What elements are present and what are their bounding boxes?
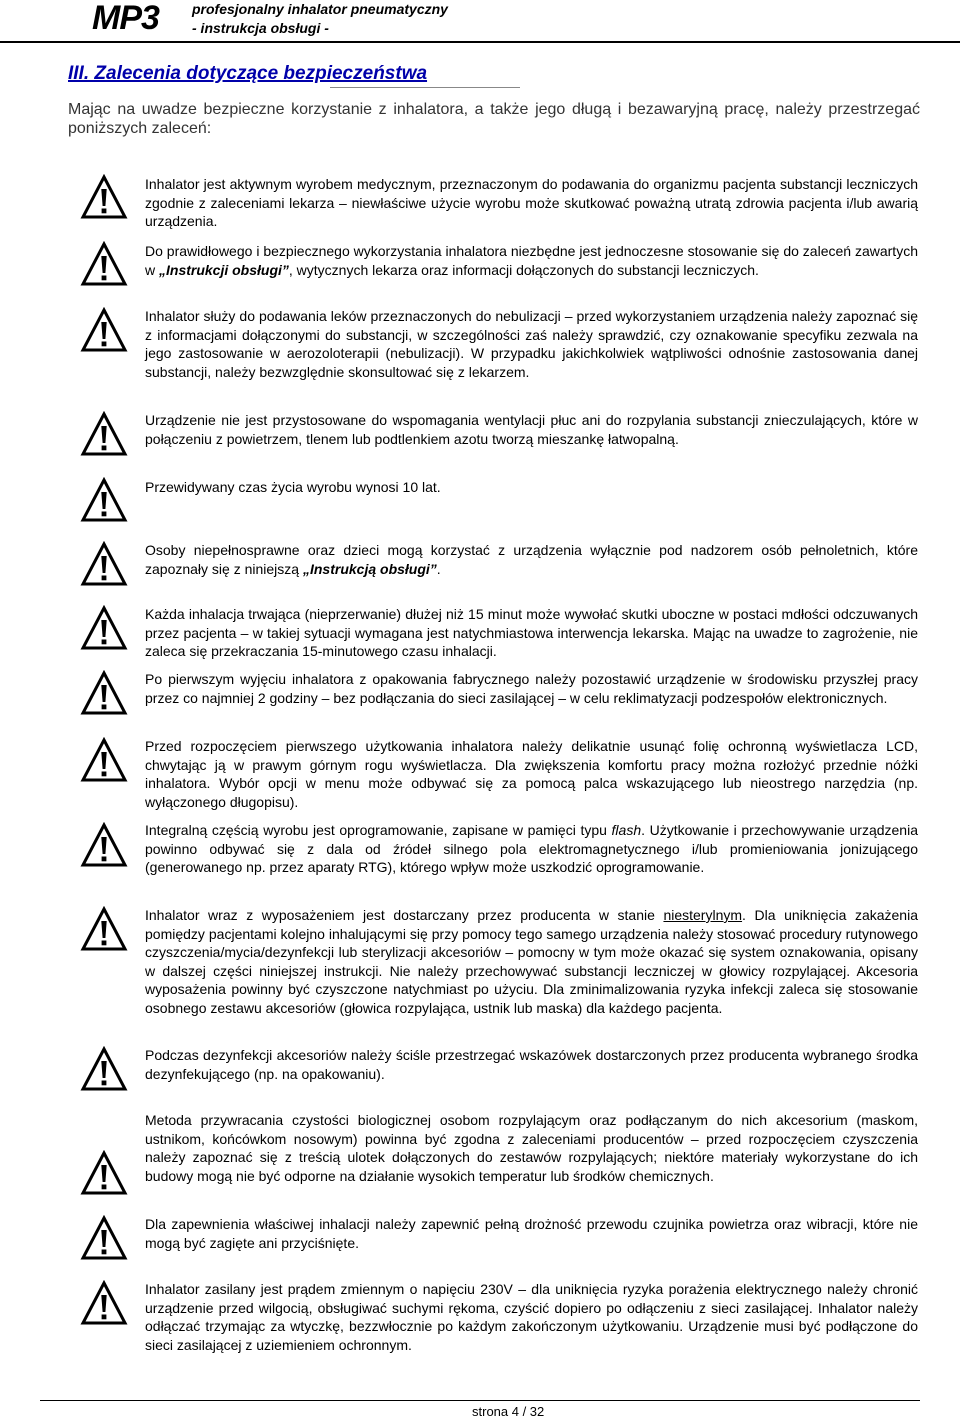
subtitle-line-2: - instrukcja obsługi - xyxy=(192,20,329,36)
paragraph-11: Inhalator wraz z wyposażeniem jest dostarczany przez producenta w stanie niesterylnym. Dla uniknięcia zakażenia pomiędzy pacjentami kolejno inhalującymi się przy pomocy tego samego urządzenia należy stosować procedury rutynowego czyszczenia/mycia/dezynfekcji lub sterylizacji akcesoriów – pomocny w tym może okazać się system oznakowania, opisany w dalszej części niniejszej instrukcji. Nie należy przechowywać substancji leczniczej w głowicy rozpylającej. Akcesoria wyposażenia powinny być czyszczone natychmiast po użyciu. Dla zminimalizowania ryzyka infekcji zaleca się stosowanie osobnego zestawu akcesoriów (głowica rozpylająca, ustnik lub maska) dla każdego pacjenta. xyxy=(145,907,918,1016)
document-subtitle xyxy=(192,0,448,38)
warning-triangle-icon xyxy=(80,541,128,589)
warning-triangle-icon xyxy=(80,307,128,355)
paragraph-15: Inhalator zasilany jest prądem zmiennym o napięciu 230V – dla uniknięcia ryzyka porażenia elektrycznego należy chronić urządzenie przed wilgocią, obsługiwać suchymi rękoma, czyścić dopiero po odłączeniu z sieci zasilającej. Inhalator należy odłączać trzymając za wtyczkę, bezzwłocznie po każdym zakończonym użytkowaniu. Urządzenie musi być podłączone do sieci zasilającej z uziemieniem ochronnym. xyxy=(145,1281,918,1353)
paragraph-12: Podczas dezynfekcji akcesoriów należy ściśle przestrzegać wskazówek dostarczonych przez producenta wybranego środka dezynfekującego (np. na opakowaniu). xyxy=(145,1047,918,1082)
paragraph-9: Przed rozpoczęciem pierwszego użytkowania inhalatora należy delikatnie usunąć folię ochronną wyświetlacza LCD, chwytając ją w prawym górnym rogu wyświetlacza. Dla zwiększenia komfortu pracy można rozłożyć przednie nóżki inhalatora. Wybór opcji w menu może odbywać się za pomocą palca wskazującego lub nieostrego narzędzia (np. wyłączonego długopisu). xyxy=(145,738,918,810)
warning-triangle-icon xyxy=(80,174,128,222)
warning-triangle-icon xyxy=(80,605,128,653)
warning-triangle-icon xyxy=(80,906,128,954)
warning-triangle-icon xyxy=(80,670,128,718)
warning-triangle-icon xyxy=(80,822,128,870)
paragraph-4: Urządzenie nie jest przystosowane do wspomagania wentylacji płuc ani do rozpylania substancji znieczulających, które w połączeniu z powietrzem, tlenem lub podtlenkiem azotu tworzą mieszankę łatwopalną. xyxy=(145,412,918,447)
paragraph-5: Przewidywany czas życia wyrobu wynosi 10 lat. xyxy=(145,479,441,495)
manual-reference: „Instrukcją obsługi” xyxy=(302,560,437,577)
subtitle-line-1: profesjonalny inhalator pneumatyczny xyxy=(192,1,448,17)
warning-triangle-icon xyxy=(80,1280,128,1328)
paragraph-2: Do prawidłowego i bezpiecznego wykorzystania inhalatora niezbędne jest jednoczesne stosowanie się do zaleceń zawartych w „Instrukcji obsługi”, wytycznych lekarza oraz informacji dołączonych do substancji leczniczych. xyxy=(145,243,918,278)
warning-triangle-icon xyxy=(80,411,128,459)
footer-divider xyxy=(40,1400,920,1401)
paragraph-14: Dla zapewnienia właściwej inhalacji należy zapewnić pełną drożność przewodu czujnika powietrza oraz wibracji, które nie mogą być zagięte ani przyciśnięte. xyxy=(145,1216,918,1251)
paragraph-7: Każda inhalacja trwająca (nieprzerwanie) dłużej niż 15 minut może wywołać skutki uboczne w postaci mdłości odczuwanych przez pacjenta – w takiej sytuacji wymagana jest natychmiastowa interwencja lekarska. Mając na uwadze to zagrożenie, nie zaleca się przekraczania 15-minutowego czasu inhalacji. xyxy=(145,606,918,659)
warning-triangle-icon xyxy=(80,1150,128,1198)
paragraph-13: Metoda przywracania czystości biologicznej osobom rozpylającym oraz podłączanym do nich akcesorium (maskom, ustnikom, końcówkom nosowym) powinna być zgodna z zaleceniami producentów – przed rozpoczęciem czyszczenia należy zapoznać się z treścią ulotek dołączonych do zestawów rozpylających; niektóre materiały wykorzystane do ich budowy mogą nie być odporne na działanie wysokich temperatur lub środków chemicznych. xyxy=(145,1112,918,1184)
flash-term: flash xyxy=(611,822,642,838)
brand-logo: MP3 xyxy=(92,0,159,37)
warning-triangle-icon xyxy=(80,477,128,525)
page-header xyxy=(0,0,960,44)
paragraph-1: Inhalator jest aktywnym wyrobem medycznym, przeznaczonym do podawania do organizmu pacjenta substancji leczniczych zgodnie z zaleceniami lekarza – niewłaściwe użycie wyrobu może skutkować poważną utratą zdrowia pacjenta i/lub awarią urządzenia. xyxy=(145,176,918,229)
section-title: III. Zalecenia dotyczące bezpieczeństwa xyxy=(68,63,428,84)
title-divider xyxy=(330,87,520,88)
warning-triangle-icon xyxy=(80,1046,128,1094)
page-footer xyxy=(0,1400,960,1421)
header-divider xyxy=(0,41,960,43)
page-number: strona 4 / 32 xyxy=(472,1404,545,1419)
manual-reference: „Instrukcji obsługi” xyxy=(159,261,289,278)
paragraph-3: Inhalator służy do podawania leków przeznaczonych do nebulizacji – przed wykorzystaniem urządzenia należy zapoznać się z informacjami dołączonymi do substancji, w szczególności zaś należy sprawdzić, czy oznakowanie specyfiku zezwala na jego zastosowanie w aerozoloterapii (nebulizacji). W przypadku jakichkolwiek wątpliwości odnośnie zastosowania danej substancji, należy bezwzględnie skonsultować się z lekarzem. xyxy=(145,308,918,380)
warning-triangle-icon xyxy=(80,737,128,785)
paragraph-8: Po pierwszym wyjęciu inhalatora z opakowania fabrycznego należy pozostawić urządzenie w środowisku przyszłej pracy przez co najmniej 2 godziny – bez podłączania do sieci zasilającej – w celu reklimatyzacji podzespołów elektronicznych. xyxy=(145,671,918,706)
warning-triangle-icon xyxy=(80,1215,128,1263)
non-sterile-term: niesterylnym xyxy=(663,907,743,923)
paragraph-6: Osoby niepełnosprawne oraz dzieci mogą korzystać z urządzenia wyłącznie pod nadzorem osób pełnoletnich, które zapoznały się z niniejszą „Instrukcją obsługi”. xyxy=(145,542,918,577)
paragraph-10: Integralną częścią wyrobu jest oprogramowanie, zapisane w pamięci typu flash. Użytkowanie i przechowywanie urządzenia powinno odbywać się z dala od źródeł silnego pola elektromagnetycznego i/lub promieniowania jonizującego (generowanego np. przez aparaty RTG), którego wpływ może uszkodzić oprogramowanie. xyxy=(145,822,918,875)
warning-triangle-icon xyxy=(80,241,128,289)
intro-paragraph: Mając na uwadze bezpieczne korzystanie z inhalatora, a także jego długą i bezawaryjną pracę, należy przestrzegać poniższych zaleceń: xyxy=(68,101,920,137)
